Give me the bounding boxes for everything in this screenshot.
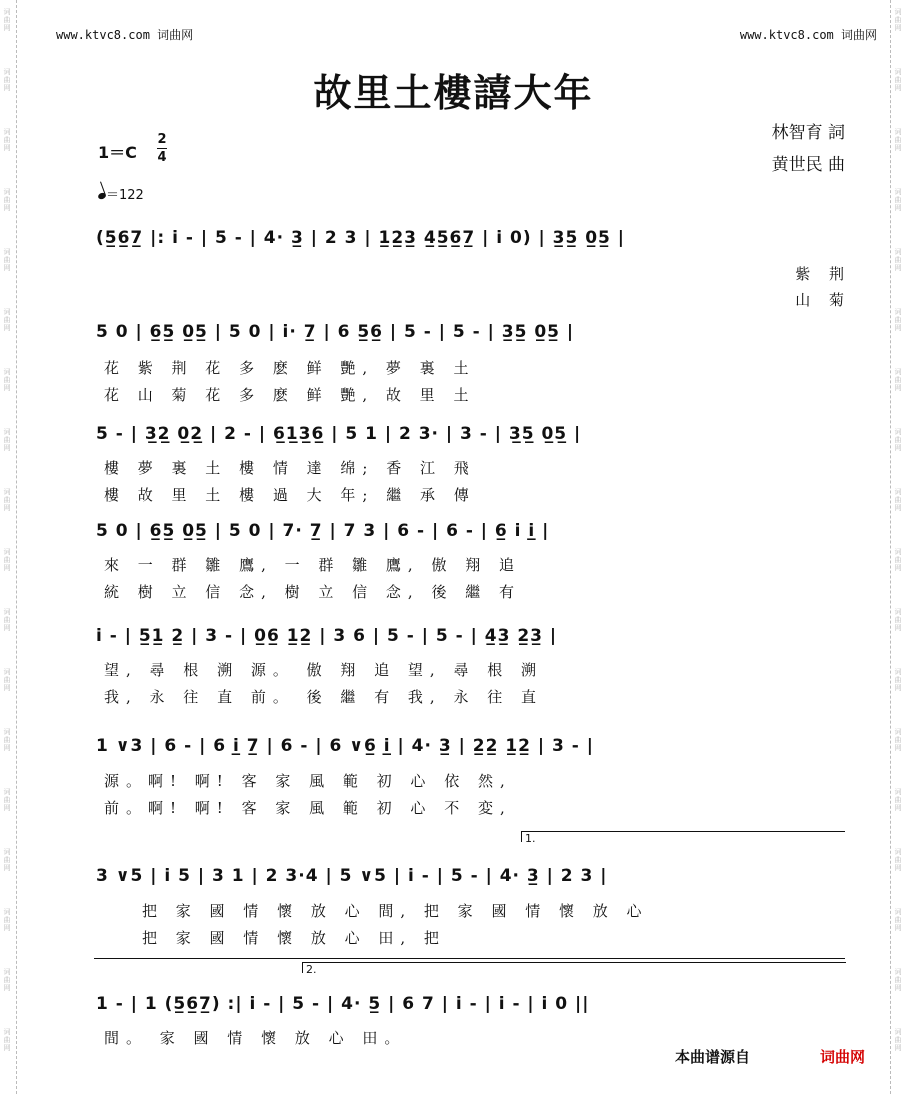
header-site-left: www.ktvc8.com 词曲网 (56, 28, 194, 42)
key-signature: 1＝C (98, 143, 137, 162)
lyric-row-6b: 前。啊! 啊! 客 家 風 範 初 心 不 変, (104, 799, 512, 817)
side-watermark-text: 词曲网 (894, 548, 902, 572)
notation-row-3: 5 - | 3̲2̲ 0̲2̲ | 2 - | 6̲1̲3̲6̲ | 5 1 | 2 3· | 3 - | 3̲5̲ 0̲5̲ | (96, 424, 582, 444)
meter-bottom: 4 (157, 150, 167, 165)
side-watermark-text: 词曲网 (894, 248, 902, 272)
notation-row-2: 5 0 | 6̲5̲ 0̲5̲ | 5 0 | i· 7̲ | 6 5̲6̲ | 5 - | 5 - | 3̲5̲ 0̲5̲ | (96, 322, 575, 342)
notation-row-4: 5 0 | 6̲5̲ 0̲5̲ | 5 0 | 7· 7̲ | 7 3 | 6 - | 6 - | 6̲ i i̲ | (96, 521, 550, 541)
side-watermark-text: 词曲网 (3, 308, 11, 332)
left-watermark-strip (0, 0, 17, 1094)
lyric-row-2b: 花 山 菊 花 多 麽 鲜 艷, 故 里 土 (104, 386, 476, 404)
side-watermark-text: 词曲网 (3, 608, 11, 632)
meter-top: 2 (157, 132, 167, 147)
song-title: 故里土樓譆大年 (313, 70, 594, 115)
side-watermark-text: 词曲网 (3, 428, 11, 452)
side-watermark-text: 词曲网 (894, 788, 902, 812)
lyric-row-6a: 源。啊! 啊! 客 家 風 範 初 心 依 然, (104, 772, 512, 790)
lyric-row-7a: 把 家 國 情 懷 放 心 間, 把 家 國 情 懷 放 心 (142, 902, 649, 920)
side-watermark-text: 词曲网 (3, 548, 11, 572)
lyric-row-1a: 紫 荆 (795, 265, 851, 283)
side-watermark-text: 词曲网 (894, 908, 902, 932)
lyric-row-7b: 把 家 國 情 懷 放 心 田, 把 (142, 929, 446, 947)
side-watermark-text: 词曲网 (3, 488, 11, 512)
side-watermark-text: 词曲网 (3, 908, 11, 932)
right-watermark-strip (890, 0, 907, 1094)
side-watermark-text: 词曲网 (894, 1028, 902, 1052)
lyric-row-4a: 來 一 群 雛 鷹, 一 群 雛 鷹, 傲 翔 追 (104, 556, 521, 574)
footer-source-label: 本曲谱源自 (675, 1048, 751, 1066)
side-watermark-text: 词曲网 (894, 8, 902, 32)
side-watermark-text: 词曲网 (894, 128, 902, 152)
side-watermark-text: 词曲网 (3, 368, 11, 392)
side-watermark-text: 词曲网 (894, 668, 902, 692)
side-watermark-text: 词曲网 (3, 668, 11, 692)
notation-row-1: (5̲6̲7̲ |: i - | 5 - | 4· 3̲ | 2 3 | 1̲2̲3̲ 4̲5̲6̲7̲ | i 0) | 3̲5̲ 0̲5̲ | (96, 228, 626, 248)
lyric-row-8: 間。 家 國 情 懷 放 心 田。 (104, 1029, 407, 1047)
side-watermark-text: 词曲网 (3, 248, 11, 272)
header-site-right: www.ktvc8.com 词曲网 (739, 28, 877, 42)
notation-row-6: 1 ∨3 | 6 - | 6 i̲ 7̲ | 6 - | 6 ∨6̲ i̲ | 4· 3̲ | 2̲2̲ 1̲2̲ | 3 - | (96, 736, 594, 756)
lyric-row-3b: 樓 故 里 土 樓 過 大 年; 繼 承 傳 (104, 486, 476, 504)
side-watermark-text: 词曲网 (3, 8, 11, 32)
notation-row-5: i - | 5̲1̲ 2̲ | 3 - | 0̲6̲ 1̲2̲ | 3 6 | 5 - | 5 - | 4̲3̲ 2̲3̲ | (96, 626, 558, 646)
side-watermark-text: 词曲网 (894, 368, 902, 392)
lyric-row-3a: 樓 夢 裏 土 樓 情 達 绵; 香 江 飛 (104, 459, 476, 477)
lyric-row-2a: 花 紫 荆 花 多 麽 鲜 艷, 夢 裏 土 (104, 359, 476, 377)
side-watermark-text: 词曲网 (894, 488, 902, 512)
side-watermark-text: 词曲网 (894, 68, 902, 92)
composer-credit: 黄世民 曲 (771, 155, 845, 175)
side-watermark-text: 词曲网 (3, 188, 11, 212)
side-watermark-text: 词曲网 (894, 188, 902, 212)
side-watermark-text: 词曲网 (3, 128, 11, 152)
side-watermark-text: 词曲网 (3, 788, 11, 812)
side-watermark-text: 词曲网 (894, 848, 902, 872)
lyric-row-4b: 統 樹 立 信 念, 樹 立 信 念, 後 繼 有 (104, 583, 521, 601)
lyric-row-5b: 我, 永 往 直 前。 後 繼 有 我, 永 往 直 (104, 688, 543, 706)
side-watermark-text: 词曲网 (3, 848, 11, 872)
notation-row-7: 3 ∨5 | i 5 | 3 1 | 2 3·4 | 5 ∨5 | i - | 5 - | 4· 3̲ | 2 3 | (96, 866, 608, 886)
side-watermark-text: 词曲网 (894, 968, 902, 992)
lyricist-credit: 林智育 詞 (771, 123, 845, 143)
lyric-row-5a: 望, 尋 根 溯 源。 傲 翔 追 望, 尋 根 溯 (104, 661, 543, 679)
lyric-row-1b: 山 菊 (795, 291, 851, 309)
tempo-marking: ＝122 (98, 184, 144, 203)
volta-2: 2. (302, 962, 846, 973)
side-watermark-text: 词曲网 (3, 68, 11, 92)
side-watermark-text: 词曲网 (894, 308, 902, 332)
footer-source-site[interactable]: 词曲网 (820, 1048, 866, 1066)
meter-bar (157, 148, 167, 149)
side-watermark-text: 词曲网 (894, 728, 902, 752)
notation-row-8: 1 - | 1 (5̲6̲7̲) :| i - | 5 - | 4· 5̲ | 6 7 | i - | i - | i 0 || (96, 994, 590, 1014)
side-watermark-text: 词曲网 (3, 1028, 11, 1052)
side-watermark-text: 词曲网 (3, 968, 11, 992)
side-watermark-text: 词曲网 (894, 428, 902, 452)
volta-1: 1. (521, 831, 845, 842)
side-watermark-text: 词曲网 (3, 728, 11, 752)
side-watermark-text: 词曲网 (894, 608, 902, 632)
system-divider (94, 958, 845, 959)
time-signature (157, 132, 167, 165)
